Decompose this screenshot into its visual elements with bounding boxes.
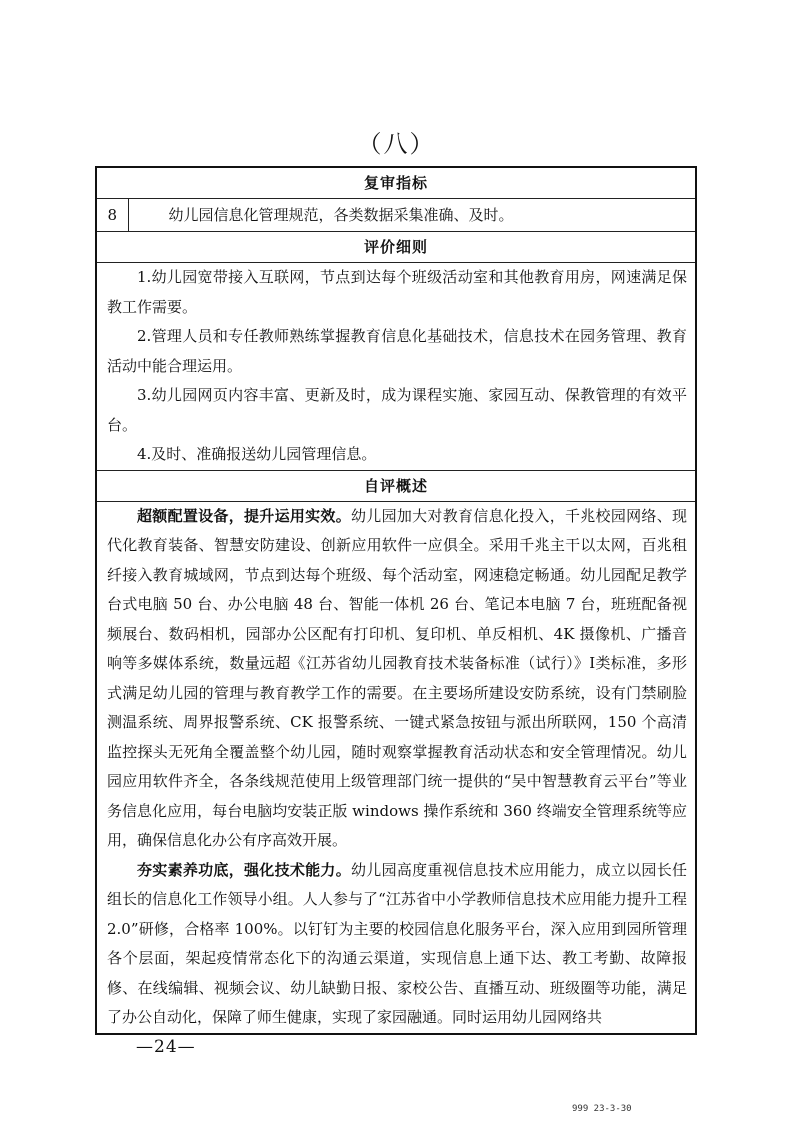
paragraph-text: 幼儿园高度重视信息技术应用能力，成立以园长任组长的信息化工作领导小组。人人参与了“江苏省中小学教师信息技术应用能力提升工程 2.0”研修，合格率 100%。以钉钉为主要的校园信息化服务平台，深入应用到园所管理各个层面，架起疫情常态化下的沟通云渠道，实现信息上通下达、教工考勤、故障报修、在线编辑、视频会议、幼儿缺勤日报、家校公告、直播互动、班级圈等功能，满足了办公自动化，保障了师生健康，实现了家园融通。同时运用幼儿园网络共 (107, 860, 687, 1026)
indicator-number: 8 (96, 199, 128, 232)
paragraph-lead: 夯实素养功底，强化技术能力。 (137, 860, 351, 879)
print-stamp: 999 23-3-30 (572, 1104, 632, 1114)
criteria-item: 4.及时、准确报送幼儿园管理信息。 (137, 445, 377, 463)
self-eval-paragraph (107, 856, 687, 1033)
paragraph-text: 幼儿园加大对教育信息化投入，千兆校园网络、现代化教育装备、智慧安防建设、创新应用软件一应俱全。采用千兆主干以太网，百兆租纤接入教育城域网，节点到达每个班级、每个活动室，网速稳定畅通。幼儿园配足教学台式电脑 50 台、办公电脑 48 台、智能一体机 26 台、笔记本电脑 7 台，班班配备视频展台、数码相机，园部办公区配有打印机、复印机、单反相机、4K 摄像机、广播音响等多媒体系统，数量远超《江苏省幼儿园教育技术装备标准（试行）》Ⅰ类标准，多形式满足幼儿园的管理与教育教学工作的需要。在主要场所建设安防系统，设有门禁刷脸测温系统、周界报警系统、CK 报警系统、一键式紧急按钮与派出所联网，150 个高清监控探头无死角全覆盖整个幼儿园，随时观察掌握教育活动状态和安全管理情况。幼儿园应用软件齐全，各条线规范使用上级管理部门统一提供的“吴中智慧教育云平台”等业务信息化应用，每台电脑均安装正版 windows 操作系统和 360 终端安全管理系统等应用，确保信息化办公有序高效开展。 (107, 506, 687, 849)
criteria-header: 评价细则 (96, 232, 696, 263)
criteria-section (96, 263, 696, 471)
criteria-item: 2.管理人员和专任教师熟练掌握教育信息化基础技术，信息技术在园务管理、教育活动中能合理运用。 (107, 327, 687, 375)
page-number: —24— (136, 1037, 196, 1057)
indicator-text: 幼儿园信息化管理规范，各类数据采集准确、及时。 (128, 199, 696, 232)
paragraph-lead: 超额配置设备，提升运用实效。 (137, 506, 351, 525)
self-eval-header: 自评概述 (96, 470, 696, 501)
criteria-item: 3.幼儿园网页内容丰富、更新及时，成为课程实施、家园互动、保教管理的有效平台。 (107, 386, 687, 434)
review-table (95, 166, 697, 1035)
criteria-item: 1.幼儿园宽带接入互联网，节点到达每个班级活动室和其他教育用房，网速满足保教工作需要。 (107, 268, 687, 316)
page-title: （八） (357, 130, 436, 158)
self-eval-paragraph (107, 502, 687, 856)
self-eval-section (96, 501, 696, 1034)
review-indicator-header: 复审指标 (96, 167, 696, 199)
